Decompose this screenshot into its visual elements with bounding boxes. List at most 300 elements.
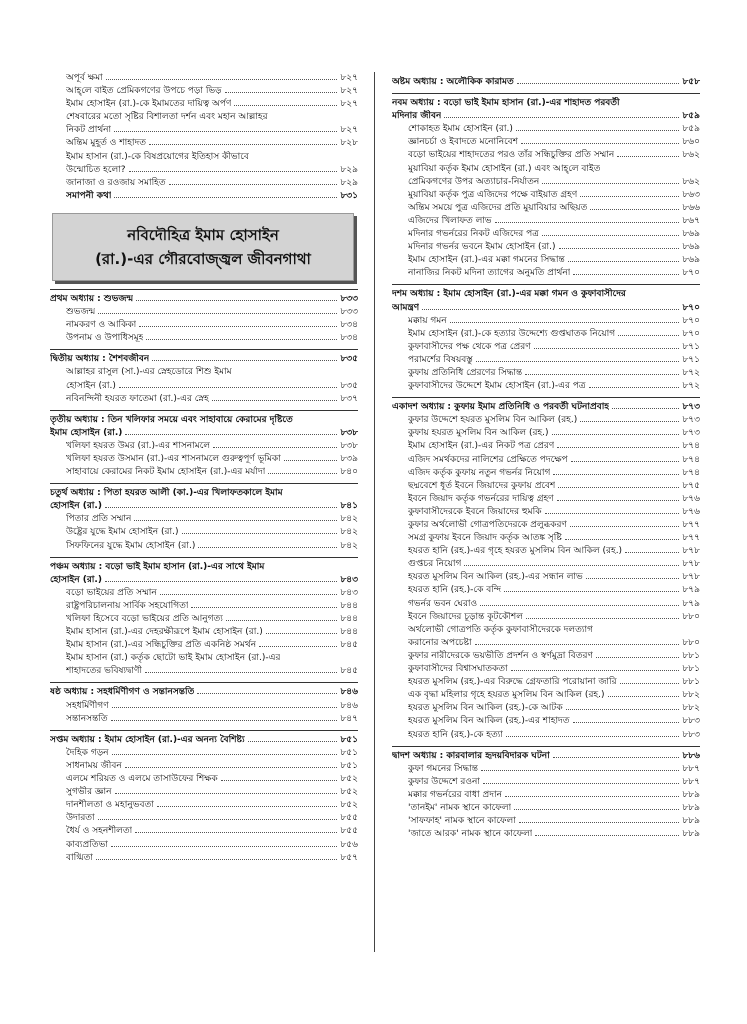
- toc-page-number: ৮৭৭: [682, 520, 700, 530]
- dot-leader: [197, 693, 337, 694]
- toc-chapter-entry: [50, 427, 358, 440]
- toc-page-number: ৮২৯: [340, 177, 358, 188]
- toc-entry: [50, 786, 358, 799]
- toc-entry-title: প্রথম অধ্যায় : শুভজন্ম: [50, 293, 134, 304]
- toc-chapter-entry: [392, 750, 700, 763]
- toc-entry: [50, 380, 358, 393]
- toc-entry-title: বড়ো ভাইয়ের প্রতি সম্মান: [66, 587, 157, 598]
- banner-title-line1: নবিদৌহিত্র ইমাম হোসাইন: [127, 225, 279, 244]
- toc-entry-title: বড়ো ভাইয়ের শাহাদতের পরও তাঁর সন্ধিচুক্তির প্রতি সম্মান: [408, 150, 615, 161]
- toc-entry-title: মদিনার গভর্নর ভবনে ইমাম হোসাইন (রা.): [408, 242, 556, 253]
- dot-leader: [568, 261, 680, 262]
- dot-leader: [125, 767, 338, 768]
- toc-page-number: ৮৫২: [340, 774, 358, 785]
- toc-entry-title: ছদ্মবেশে ধূর্ত ইবনে জিয়াদের কুফায় প্রবেশ: [408, 480, 556, 491]
- toc-page-number: ৮৬৬: [682, 202, 700, 213]
- toc-entry: [392, 163, 700, 176]
- toc-entry: [392, 315, 700, 328]
- dot-leader: [559, 248, 680, 249]
- dot-leader: [521, 143, 679, 144]
- toc-chapter-entry: [50, 353, 358, 366]
- toc-page-number: ৮৫৭: [340, 852, 358, 863]
- toc-entry-title: সমাপনী কথা: [66, 190, 112, 201]
- dot-leader: [145, 672, 337, 673]
- toc-chapter-entry: [50, 686, 358, 699]
- toc-entry-title: হোসাইন (রা.): [50, 574, 102, 585]
- toc-entry-title: ইমাম হাসান (রা.)-এর সন্ধিচুক্তির প্রতি একনিষ্ঠ সমর্থন: [66, 640, 257, 651]
- toc-page-number: ৮৬২: [682, 176, 700, 187]
- toc-entry: [50, 466, 358, 479]
- toc-entry-title: কুফার অর্থলোভী গোত্রপতিদেরকে প্রলুব্ধকরণ: [408, 520, 567, 530]
- toc-entry: [392, 650, 700, 663]
- toc-page-number: ৮৩৮: [340, 427, 358, 438]
- toc-entry: [392, 341, 700, 354]
- toc-entry-title: হযরত মুসলিম বিন আকিল (রহ.)-কে আটক: [408, 703, 563, 714]
- toc-entry: [392, 149, 700, 162]
- dot-leader: [481, 770, 679, 771]
- toc-entry: [50, 839, 358, 852]
- toc-entry-title: সাহাবায়ে কেরামের নিকট ইমাম হোসাইন (রা.)-এর মর্যাদা: [66, 467, 266, 478]
- toc-page-number: ৮৭৯: [682, 585, 700, 596]
- toc-chapter-entry: [50, 734, 358, 747]
- toc-page-number: ৮৪৭: [340, 713, 358, 724]
- toc-page-number: ৮৮৩: [682, 729, 700, 740]
- toc-page-number: ৮৮৩: [682, 716, 700, 727]
- toc-entry: [50, 98, 358, 111]
- toc-entry: [50, 760, 358, 773]
- dot-leader: [422, 309, 679, 310]
- toc-entry-title: 'তানইম' নামক স্থানে কাফেলা: [408, 802, 512, 813]
- toc-entry-title: একাদশ অধ্যায় : কুফায় ইমাম প্রতিনিধি ও পরবর্তী ঘটনাপ্রবাহ: [392, 402, 610, 413]
- toc-page-number: ৮৭২: [682, 381, 700, 392]
- toc-entry: [392, 584, 700, 597]
- section-separator: [392, 397, 700, 398]
- toc-page-number: ৮৭০: [682, 268, 700, 279]
- toc-entry: [50, 665, 358, 678]
- dot-leader: [213, 447, 337, 448]
- toc-chapter-entry: [392, 401, 700, 414]
- toc-entry: [50, 852, 358, 865]
- toc-entry-title: দানশীলতা ও মহানুভবতা: [66, 800, 154, 811]
- section-separator: [50, 682, 358, 683]
- toc-entry-title: এজিদের খিলাফত লাভ: [408, 215, 492, 226]
- section-separator: [392, 746, 700, 747]
- banner-title-line2: (রা.)-এর গৌরবোজ্জ্বল জীবনগাথা: [95, 249, 311, 268]
- dot-leader: [553, 474, 679, 475]
- toc-entry: [50, 747, 358, 760]
- toc-page-number: ৮৫২: [340, 787, 358, 798]
- dot-leader: [596, 657, 680, 658]
- toc-entry-title: শাহাদতের ভবিষ্যদ্বাণী: [66, 666, 143, 677]
- dot-leader: [617, 156, 679, 157]
- toc-entry-title: ইবনে জিয়াদের চূড়ান্ত কূটকৌশল: [408, 611, 523, 622]
- toc-entry-title: কুফা গমনের সিদ্ধান্ত: [408, 763, 478, 774]
- dot-leader: [119, 387, 338, 388]
- toc-page-number: ৮৬৯: [682, 229, 700, 240]
- toc-entry-title: হযরত হানি (রহ.)-এর গৃহে হযরত মুসলিম বিন আকিল (রহ.): [408, 546, 623, 557]
- toc-entry: [392, 571, 700, 584]
- dot-leader: [525, 374, 679, 375]
- dot-leader: [589, 387, 680, 388]
- toc-entry-title: হযরত মুসলিম বিন আকিল (রহ.)-এর সন্ধান লাভ: [408, 572, 583, 583]
- toc-page-number: ৮৫১: [340, 734, 358, 745]
- toc-page-number: ৮৭৮: [682, 559, 700, 570]
- section-separator: [392, 93, 700, 94]
- toc-entry: [50, 72, 358, 85]
- dot-leader: [557, 500, 680, 501]
- toc-page-number: ৮৫৯: [682, 111, 700, 122]
- dot-leader: [106, 79, 338, 80]
- toc-chapter-entry: [50, 190, 358, 203]
- toc-entry-title: অন্তিম সময়ে পুত্র এজিদের প্রতি মুয়াবিয়ার অছিয়ত: [408, 202, 588, 213]
- dot-leader: [284, 460, 338, 461]
- toc-page-number: ৮৭৯: [682, 598, 700, 609]
- toc-entry: [50, 513, 358, 526]
- dot-leader: [573, 274, 679, 275]
- dot-leader: [112, 754, 338, 755]
- toc-chapter-entry: [392, 110, 700, 123]
- dot-leader: [608, 696, 680, 697]
- toc-entry-title: সমগ্র কুফায় ইবনে জিয়াদ কর্তৃক আতঙ্ক সৃষ্টি: [408, 533, 562, 544]
- section-separator: [50, 410, 358, 411]
- toc-page-number: ৮৬২: [682, 150, 700, 161]
- dot-leader: [136, 300, 337, 301]
- chapter-heading: তৃতীয় অধ্যায় : তিন খলিফার সময়ে এবং সাহাবায়ে কেরামের দৃষ্টিতে: [50, 414, 293, 425]
- toc-page-number: ৮৬৭: [682, 215, 700, 226]
- toc-entry-title: কাব্যপ্রতিভা: [66, 839, 108, 850]
- toc-entry: [392, 506, 700, 519]
- section-separator: [50, 730, 358, 731]
- toc-entry: [392, 228, 700, 241]
- toc-entry: [50, 812, 358, 825]
- dot-leader: [96, 859, 337, 860]
- dot-leader: [266, 633, 338, 634]
- toc-page-number: ৮৪৪: [340, 614, 358, 624]
- chapter-heading: দশম অধ্যায় : ইমাম হোসাইন (রা.)-এর মক্কা গমন ও কুফাবাসীদের: [392, 289, 626, 300]
- dot-leader: [557, 447, 679, 448]
- dot-leader: [511, 670, 680, 671]
- dot-leader: [480, 605, 679, 606]
- toc-entry-title: নানাজির নিকট মদিনা ত্যাগের অনুমতি প্রার্থনা: [408, 268, 571, 279]
- toc-page-number: ৮৫৫: [340, 813, 358, 824]
- dot-leader: [221, 780, 338, 781]
- toc-page-number: ৮৫৯: [682, 124, 700, 135]
- toc-entry: [50, 393, 358, 406]
- dot-leader: [169, 184, 338, 185]
- toc-page-number: ৮৭৮: [682, 546, 700, 557]
- dot-leader: [149, 144, 337, 145]
- toc-entry-title: গভর্নর ভবন ঘেরাও: [408, 598, 478, 609]
- dot-leader: [580, 196, 679, 197]
- toc-entry-title: আমন্ত্রণ: [392, 302, 420, 313]
- dot-leader: [225, 92, 338, 93]
- toc-page-number: ৮৭৪: [682, 454, 700, 465]
- toc-entry: [50, 799, 358, 812]
- toc-entry-title: ইবনে জিয়াদ কর্তৃক গভর্নরের দায়িত্ব গ্রহণ: [408, 493, 554, 504]
- toc-entry: [50, 587, 358, 600]
- toc-entry-title: মদিনার গভর্নরের নিকট এজিদের পত্র: [408, 229, 539, 240]
- toc-entry-title: উন্মোচিত হলো?: [66, 164, 126, 175]
- toc-entry: [392, 776, 700, 789]
- toc-entry-title: শুভজন্ম: [66, 307, 96, 318]
- dot-leader: [514, 809, 679, 810]
- dot-leader: [129, 171, 338, 172]
- section-separator: [392, 284, 700, 285]
- toc-entry: [392, 519, 700, 532]
- toc-page-number: ৮৫৫: [340, 826, 358, 837]
- dot-leader: [519, 822, 680, 823]
- toc-entry-title: দ্বিতীয় অধ্যায় : শৈশবজীবন: [50, 354, 150, 365]
- toc-entry-title: মক্কার গভর্নরের বাধা প্রদান: [408, 789, 502, 800]
- toc-entry-title: সুগভীর জ্ঞান: [66, 787, 112, 798]
- dot-leader: [476, 361, 680, 362]
- toc-left-sections: [50, 289, 358, 865]
- toc-entry: [392, 189, 700, 202]
- toc-page-number: ৮৩৪: [340, 320, 358, 331]
- toc-entry: [392, 598, 700, 611]
- toc-page-number: ৮৮৯: [682, 802, 700, 813]
- toc-page-number: ৮৮৯: [682, 816, 700, 827]
- toc-entry-title: এলমে শরিয়ত ও এলমে তাসাউফের শিক্ষক: [66, 774, 218, 785]
- dot-leader: [111, 720, 338, 721]
- toc-entry: [50, 526, 358, 539]
- section-separator: [50, 289, 358, 290]
- toc-page-number: ৮৭৪: [682, 441, 700, 452]
- dot-leader: [157, 806, 338, 807]
- dot-leader: [571, 461, 680, 462]
- dot-leader: [226, 620, 338, 621]
- toc-page-number: ৮৭৫: [682, 480, 700, 491]
- dot-leader: [98, 313, 337, 314]
- toc-entry-title: অর্থলোভী গোত্রপতি কর্তৃক কুফাবাসীদেরকে দলত্যাগ: [408, 624, 593, 635]
- toc-entry-title: হযরত হানি (রহ.)-কে হত্যা: [408, 729, 503, 740]
- toc-entry-title: সন্তানসন্ততি: [66, 713, 108, 724]
- toc-entry: [50, 111, 358, 124]
- toc-left-top-block: [50, 72, 358, 203]
- toc-entry: [50, 825, 358, 838]
- toc-entry-title: সহধর্মিণীগণ: [66, 700, 109, 711]
- toc-entry: [392, 624, 700, 637]
- toc-page-number: ৮৬০: [682, 137, 700, 148]
- toc-chapter-entry: [392, 76, 700, 89]
- toc-page-number: ৮৩৩: [340, 293, 358, 304]
- toc-entry-title: আল্লাহর রাসুল (সা.)-এর স্নেহডোরে শিশু ইমাম: [66, 367, 232, 378]
- toc-entry-title: ইমাম হোসাইন (রা.): [50, 427, 123, 438]
- toc-page-number: ৮৫৬: [340, 839, 358, 850]
- toc-page-number: ৮৭৮: [682, 572, 700, 583]
- toc-entry-title: অপূর্ব ক্ষমা: [66, 73, 103, 83]
- dot-leader: [98, 819, 338, 820]
- toc-entry-title: বাগ্মিতা: [66, 852, 94, 863]
- toc-entry-title: নবিনন্দিনী হযরত ফাতেমা (রা.)-এর স্নেহ: [66, 393, 209, 404]
- dot-leader: [552, 434, 680, 435]
- toc-entry-title: মদিনার জীবন: [392, 111, 442, 122]
- toc-entry: [392, 241, 700, 254]
- dot-leader: [198, 547, 337, 548]
- toc-entry-title: হযরত হানি (রহ.)-কে বন্দি: [408, 585, 502, 596]
- toc-entry: [392, 828, 700, 841]
- toc-entry-title: জ্ঞানচর্চা ও ইবাদতে মনোনিবেশ: [408, 137, 519, 148]
- toc-entry-title: কুফায় প্রতিনিধি প্রেরণের সিদ্ধান্ত: [408, 367, 523, 378]
- toc-page-number: ৮৪৫: [340, 640, 358, 651]
- toc-entry-title: শোকাহত ইমাম হোসাইন (রা.): [408, 124, 513, 135]
- dot-leader: [565, 539, 680, 540]
- toc-entry: [50, 453, 358, 466]
- toc-entry: [392, 802, 700, 815]
- dot-leader: [234, 105, 337, 106]
- toc-page-number: ৮৬৩: [682, 189, 700, 200]
- dot-leader: [111, 846, 338, 847]
- toc-entry: [392, 702, 700, 715]
- toc-page-number: ৮৪১: [340, 501, 358, 512]
- dot-leader: [553, 757, 680, 758]
- dot-leader: [444, 117, 679, 118]
- dot-leader: [586, 578, 680, 579]
- dot-leader: [558, 487, 679, 488]
- toc-entry-title: ইমাম হোসাইন (রা.)-কে হত্যার উদ্দেশ্যে গুপ্তঘাতক নিয়োগ: [408, 328, 616, 339]
- toc-page-number: ৮৩১: [340, 190, 358, 201]
- toc-page-number: ৮৮৭: [682, 776, 700, 787]
- toc-page-number: ৮২৮: [340, 138, 358, 149]
- toc-page-number: ৮৭১: [682, 341, 700, 352]
- toc-entry: [392, 354, 700, 367]
- toc-entry: [392, 440, 700, 453]
- toc-entry: [392, 545, 700, 558]
- toc-page-number: ৮৭৩: [682, 428, 700, 439]
- toc-page-number: ৮৮৯: [682, 789, 700, 800]
- toc-entry-title: উদারতা: [66, 813, 95, 824]
- toc-entry: [392, 676, 700, 689]
- toc-entry-title: হযরত মুসলিম (রহ.)-এর বিরুদ্ধে গ্রেফতারি পরোয়ানা জারি: [408, 677, 617, 688]
- toc-page-number: ৮২৭: [340, 125, 358, 136]
- dot-leader: [114, 197, 337, 198]
- toc-page-number: ৮৪৩: [340, 574, 358, 585]
- toc-page-number: ৮৪৬: [340, 687, 358, 698]
- toc-page-number: ৮২৭: [340, 73, 358, 83]
- toc-entry: [392, 328, 700, 341]
- toc-entry-title: ইমাম হোসাইন (রা.)-কে ইমামতের দায়িত্ব অর্পণ: [66, 99, 232, 110]
- section-separator: [50, 483, 358, 484]
- dot-leader: [146, 339, 337, 340]
- toc-page-number: ৮৪৬: [340, 700, 358, 711]
- toc-page-number: ৮৫২: [340, 800, 358, 811]
- toc-entry-title: হোসাইন (রা.): [66, 380, 116, 391]
- toc-entry-title: 'সাফফাহ' নামক স্থানে কাফেলা: [408, 816, 516, 827]
- toc-entry: [50, 164, 358, 177]
- dot-leader: [105, 581, 338, 582]
- toc-entry-title: নিকট প্রার্থনা: [66, 125, 112, 136]
- dot-leader: [495, 222, 680, 223]
- toc-page-number: ৮৫১: [340, 747, 358, 758]
- toc-entry-title: খলিফা হিসেবে বড়ো ভাইয়ের প্রতি আনুগত্য: [66, 614, 223, 624]
- toc-entry-title: কুফাবাসীদের পক্ষ থেকে পত্র প্রেরণ: [408, 341, 531, 352]
- toc-entry: [50, 177, 358, 190]
- toc-page-number: ৮৮১: [682, 664, 700, 675]
- toc-entry-title: হোসাইন (রা.): [50, 501, 102, 512]
- toc-entry: [392, 789, 700, 802]
- dot-leader: [517, 83, 680, 84]
- dot-leader: [504, 591, 679, 592]
- toc-page-number: ৮৮১: [682, 650, 700, 661]
- toc-entry-title: এক বৃদ্ধা মহিলার গৃহে হযরত মুসলিম বিন আকিল (রহ.): [408, 690, 605, 701]
- toc-entry: [392, 414, 700, 427]
- toc-chapter-entry: [50, 293, 358, 306]
- toc-entry: [50, 600, 358, 613]
- toc-entry: [50, 319, 358, 332]
- toc-entry-title: খলিফা হযরত উসমান (রা.)-এর শাসনামলে গুরুত্বপূর্ণ ভূমিকা: [66, 453, 281, 464]
- toc-entry: [392, 729, 700, 742]
- dot-leader: [160, 594, 338, 595]
- dot-leader: [534, 348, 680, 349]
- toc-entry-title: পিতার প্রতি সম্মান: [66, 514, 132, 525]
- toc-entry: [50, 639, 358, 652]
- toc-entry-title: কুফাবাসীদের বিশ্বাসঘাতকতা: [408, 664, 508, 675]
- toc-entry-title: কুফাবাসীদেরকে ইবনে জিয়াদের হুমকি: [408, 506, 542, 517]
- dot-leader: [450, 322, 680, 323]
- toc-entry-title: করানোর অপচেষ্টা: [408, 637, 472, 648]
- dot-leader: [112, 707, 338, 708]
- toc-entry: [392, 427, 700, 440]
- toc-page-number: ৮৭২: [682, 367, 700, 378]
- toc-entry-title: সপ্তম অধ্যায় : ইমাম হোসাইন (রা.)-এর অনন্য বৈশিষ্ট্য: [50, 734, 245, 745]
- dot-leader: [212, 400, 338, 401]
- toc-entry: [392, 267, 700, 280]
- toc-page-number: ৮৭১: [682, 354, 700, 365]
- chapter-heading: পঞ্চম অধ্যায় : বড়ো ভাই ইমাম হাসান (রা.)-এর সাথে ইমাম: [50, 561, 265, 572]
- toc-entry: [392, 136, 700, 149]
- toc-entry: [392, 663, 700, 676]
- dot-leader: [566, 709, 680, 710]
- toc-entry: [50, 151, 358, 164]
- toc-entry: [392, 367, 700, 380]
- toc-entry-title: 'জাতে আরক' নামক স্থানে কাফেলা: [408, 829, 533, 840]
- dot-leader: [590, 209, 679, 210]
- toc-entry: [50, 440, 358, 453]
- toc-entry-title: মক্কায় গমন: [408, 315, 447, 326]
- dot-leader: [125, 434, 337, 435]
- toc-page-number: ৮৮১: [682, 677, 700, 688]
- toc-chapter-entry: [50, 500, 358, 513]
- dot-leader: [542, 235, 680, 236]
- dot-leader: [506, 736, 680, 737]
- toc-entry: [50, 700, 358, 713]
- toc-entry: [392, 611, 700, 624]
- toc-page-number: ৮৪২: [340, 514, 358, 525]
- toc-entry: [50, 124, 358, 137]
- toc-page-number: ৮৭৪: [682, 467, 700, 478]
- toc-entry-title: প্রেমিকগণের উপর অত্যাচার-নির্যাতন: [408, 176, 540, 187]
- toc-page-number: ৮২৭: [340, 86, 358, 97]
- toc-chapter-entry: [50, 574, 358, 587]
- toc-entry: [50, 306, 358, 319]
- toc-entry-title: দ্বাদশ অধ্যায় : কারবালার হৃদয়বিদারক ঘটনা: [392, 750, 550, 761]
- toc-entry: [50, 626, 358, 639]
- dot-leader: [114, 131, 337, 132]
- toc-entry: [392, 123, 700, 136]
- toc-page-number: ৮৭০: [682, 302, 700, 313]
- toc-entry: [50, 332, 358, 345]
- dot-leader: [191, 607, 337, 608]
- dot-leader: [248, 741, 338, 742]
- dot-leader: [573, 722, 680, 723]
- toc-page-number: ৮৩৪: [340, 333, 358, 344]
- toc-page-number: ৮৮৬: [682, 750, 700, 761]
- toc-entry-title: ধৈর্য ও সহনশীলতা: [66, 826, 133, 837]
- dot-leader: [526, 618, 680, 619]
- toc-entry-title: কুফার উদ্দেশে হযরত মুসলিম বিন আকিল (রহ.): [408, 415, 578, 426]
- toc-entry-title: দৈহিক গড়ন: [66, 747, 109, 758]
- toc-entry: [50, 773, 358, 786]
